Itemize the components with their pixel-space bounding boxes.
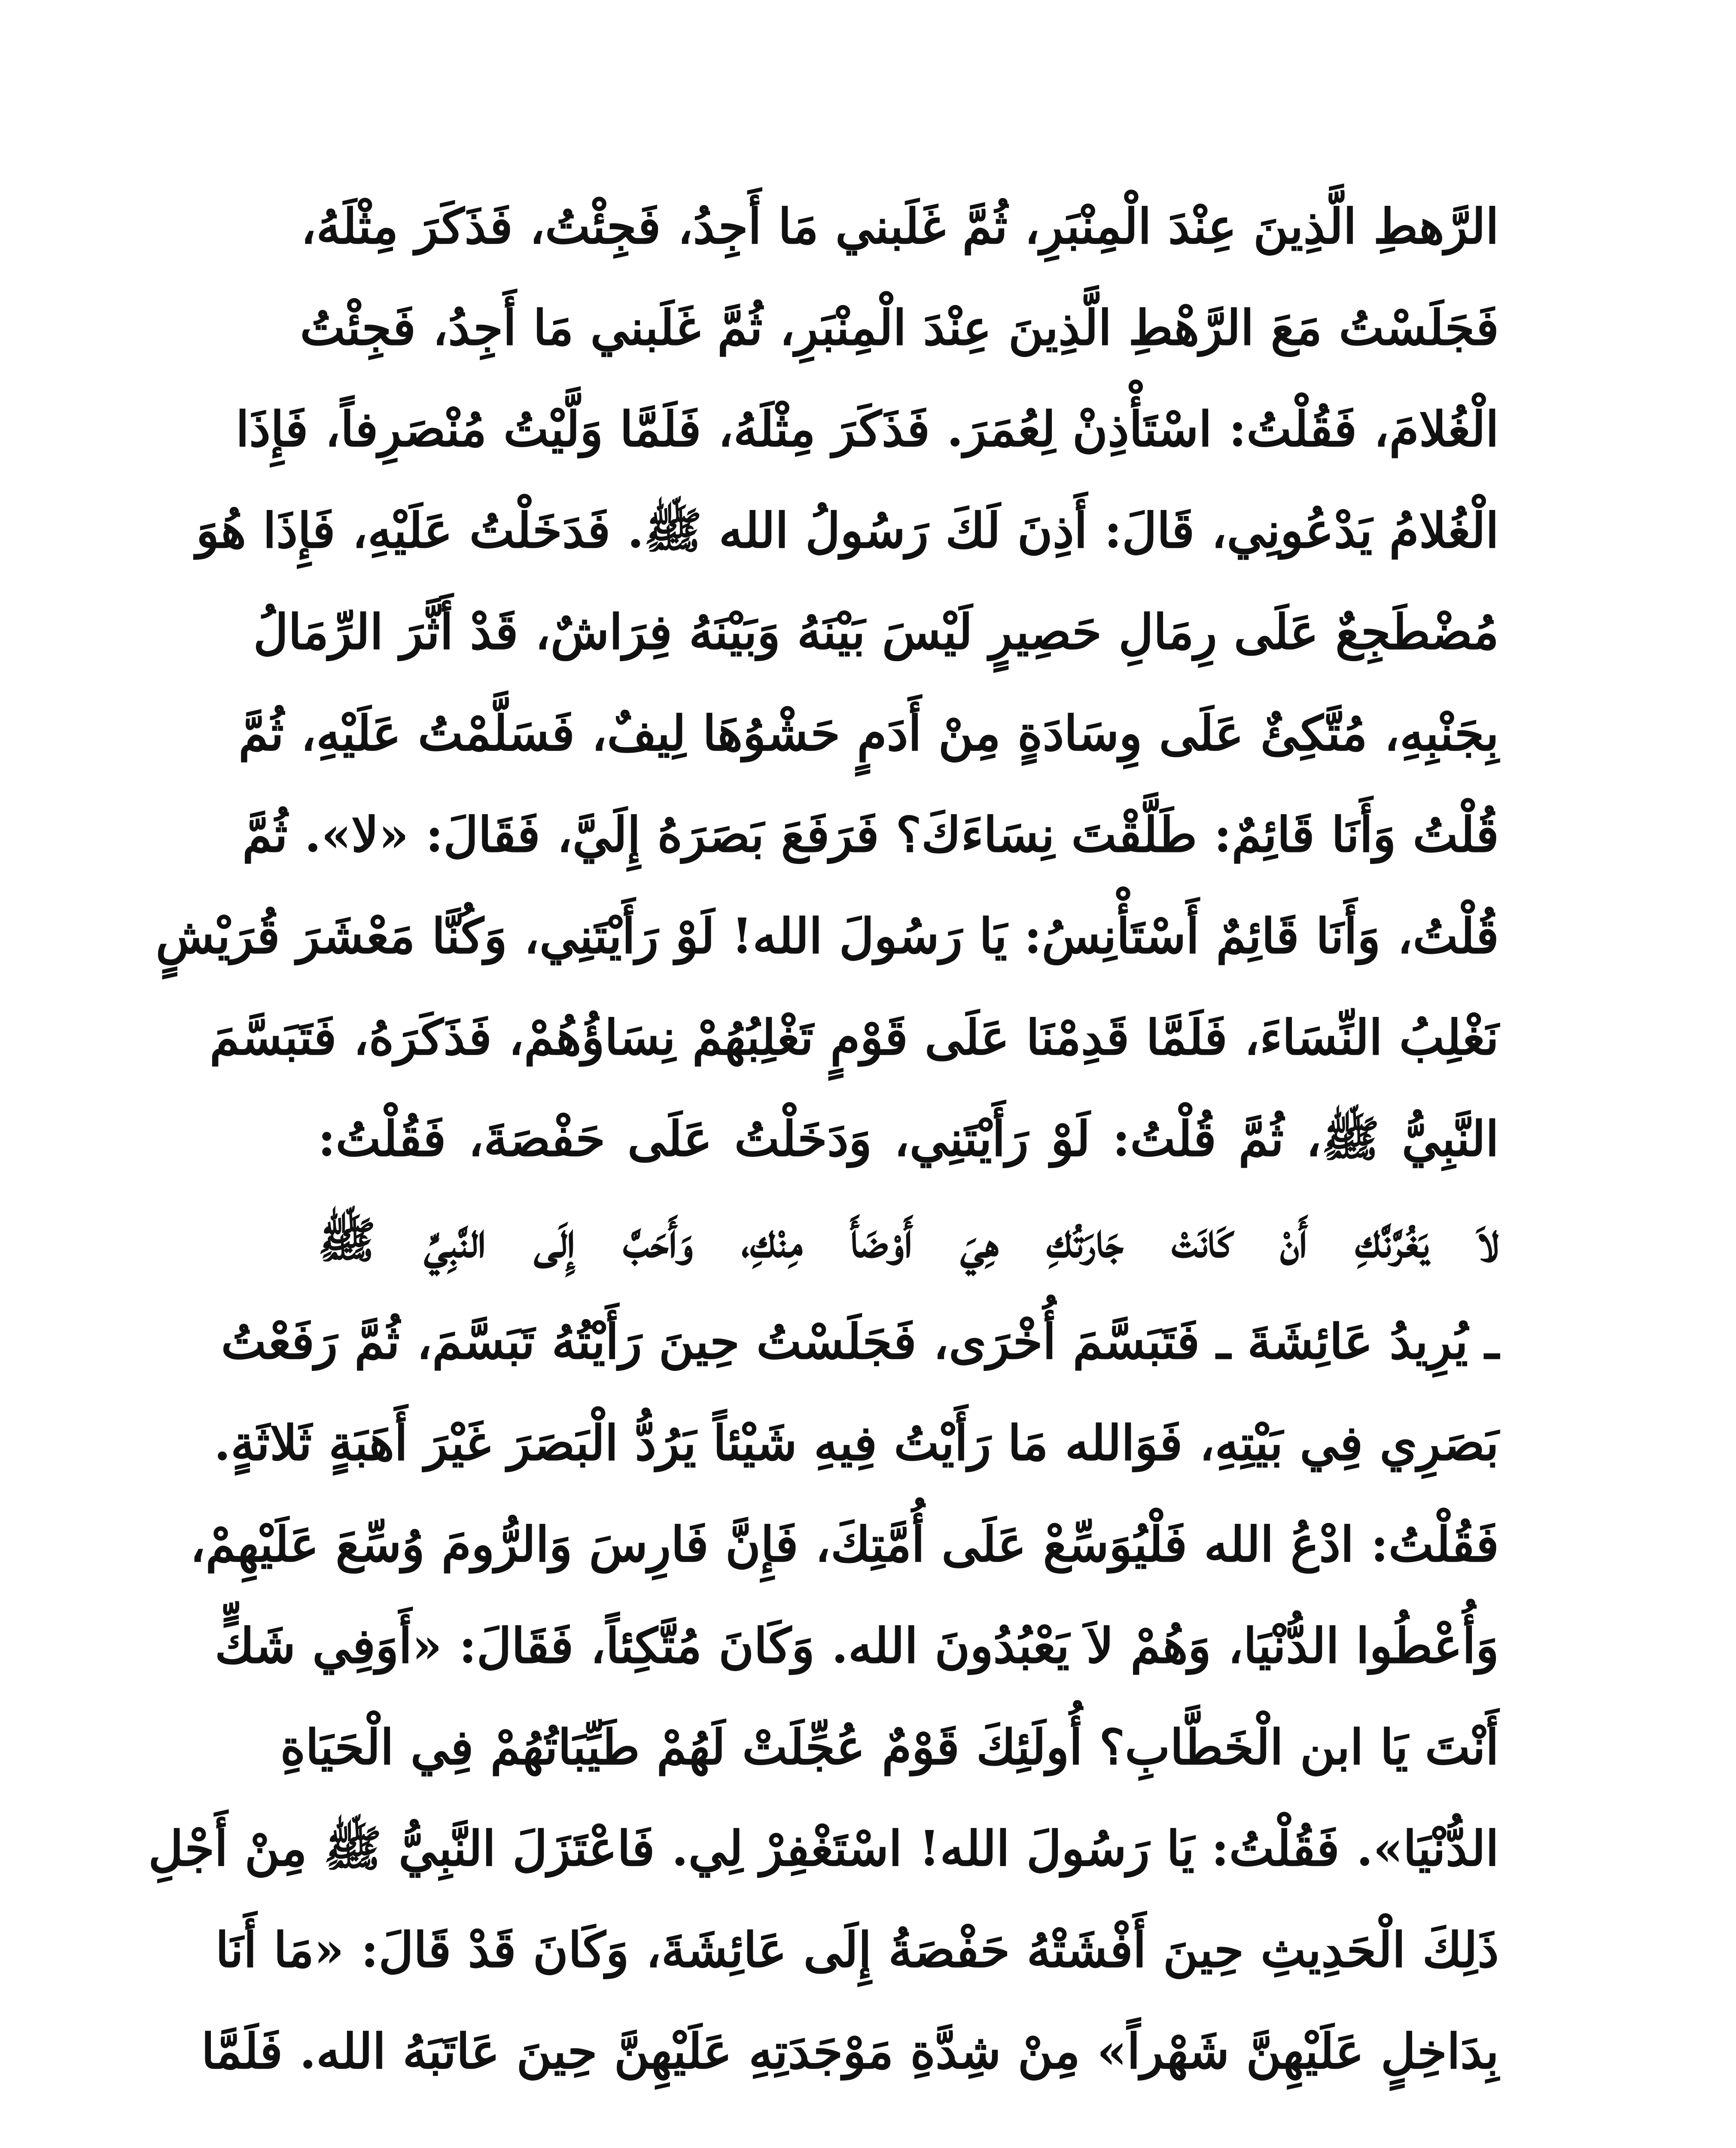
- text-line: فَقُلْتُ: ادْعُ الله فَلْيُوَسِّعْ عَلَى أُمَّتِكَ، فَإِنَّ فَارِسَ وَالرُّومَ وُسِّعَ عَلَيْهِمْ،: [190, 1516, 1499, 1573]
- text-line: الْغُلامُ يَدْعُونِي، قَالَ: أَذِنَ لَكَ رَسُولُ الله ﷺ. فَدَخَلْتُ عَلَيْهِ، فَإِذَا هُوَ: [196, 503, 1499, 559]
- text-line: قُلْتُ وَأَنَا قَائِمٌ: طَلَّقْتَ نِسَاءَكَ؟ فَرَفَعَ بَصَرَهُ إِلَيَّ، فَقَالَ: «لا». ثُمَّ: [242, 807, 1499, 863]
- text-line: الرَّهطِ الَّذِينَ عِنْدَ الْمِنْبَرِ، ثُمَّ غَلَبني مَا أَجِدُ، فَجِئْتُ، فَذَكَرَ مِثْلَهُ،: [301, 198, 1499, 255]
- text-line: وَأُعْطُوا الدُّنْيَا، وَهُمْ لاَ يَعْبُدُونَ الله. وَكَانَ مُتَّكِئاً، فَقَالَ: «أَوَفِي شَكٍّ: [215, 1618, 1499, 1674]
- text-line: النَّبِيُّ ﷺ، ثُمَّ قُلْتُ: لَوْ رَأَيْتَنِي، وَدَخَلْتُ عَلَى حَفْصَةَ، فَقُلْتُ:: [318, 1111, 1499, 1167]
- text-line: أَنْتَ يَا ابن الْخَطَّابِ؟ أُولَئِكَ قَوْمٌ عُجِّلَتْ لَهُمْ طَيِّبَاتُهُمْ فِي الْحَيَاةِ: [280, 1719, 1499, 1776]
- text-line: ذَلِكَ الْحَدِيثِ حِينَ أَفْشَتْهُ حَفْصَةُ إِلَى عَائِشَةَ، وَكَانَ قَدْ قَالَ: «مَا أَنَا: [215, 1922, 1499, 1978]
- body-text: [148, 176, 1499, 2102]
- text-line: فَجَلَسْتُ مَعَ الرَّهْطِ الَّذِينَ عِنْدَ الْمِنْبَرِ، ثُمَّ غَلَبني مَا أَجِدُ، فَجِئْتُ: [300, 300, 1499, 356]
- text-line: مُضْطَجِعٌ عَلَى رِمَالِ حَصِيرٍ لَيْسَ بَيْنَهُ وَبَيْنَهُ فِرَاشٌ، قَدْ أَثَّرَ الرِّمَالُ: [253, 604, 1499, 660]
- text-line: بَصَرِي فِي بَيْتِهِ، فَوَالله مَا رَأَيْتُ فِيهِ شَيْئاً يَرُدُّ الْبَصَرَ غَيْرَ أَهَبَةٍ ثَلاثَةٍ.: [214, 1415, 1499, 1471]
- text-line: ـ يُرِيدُ عَائِشَةَ ـ فَتَبَسَّمَ أُخْرَى، فَجَلَسْتُ حِينَ رَأَيْتُهُ تَبَسَّمَ، ثُمَّ رَفَعْتُ: [221, 1314, 1499, 1370]
- text-line: بِجَنْبِهِ، مُتَّكِئٌ عَلَى وِسَادَةٍ مِنْ أَدَمٍ حَشْوُهَا لِيفٌ، فَسَلَّمْتُ عَلَيْهِ، ثُمَّ: [238, 705, 1499, 762]
- text-line: بِدَاخِلٍ عَلَيْهِنَّ شَهْراً» مِنْ شِدَّةِ مَوْجَدَتِهِ عَلَيْهِنَّ حِينَ عَاتَبَهُ الله. فَلَمَّا: [201, 2023, 1499, 2080]
- text-line: قُلْتُ، وَأَنَا قَائِمٌ أَسْتَأْنِسُ: يَا رَسُولَ الله! لَوْ رَأَيْتَنِي، وَكُنَّا مَعْشَرَ قُرَيْشٍ: [155, 908, 1499, 964]
- text-line: الدُّنْيَا». فَقُلْتُ: يَا رَسُولَ الله! اسْتَغْفِرْ لِي. فَاعْتَزَلَ النَّبِيُّ ﷺ مِنْ أَجْلِ: [148, 1821, 1499, 1877]
- text-line: الْغُلامَ، فَقُلْتُ: اسْتَأْذِنْ لِعُمَرَ. فَذَكَرَ مِثْلَهُ، فَلَمَّا وَلَّيْتُ مُنْصَرِفاً، فَإِذَا: [236, 401, 1499, 458]
- text-line: نَغْلِبُ النِّسَاءَ، فَلَمَّا قَدِمْنَا عَلَى قَوْمٍ تَغْلِبُهُمْ نِسَاؤُهُمْ، فَذَكَرَهُ، فَتَبَسَّمَ: [210, 1010, 1499, 1066]
- text-line: لاَ يَغُرَّنَّكِ أَنْ كَانَتْ جَارَتُكِ هِيَ أَوْضَأَ مِنْكِ، وَأَحَبَّ إِلَى النَّبِيِّ ﷺ: [318, 1212, 1499, 1269]
